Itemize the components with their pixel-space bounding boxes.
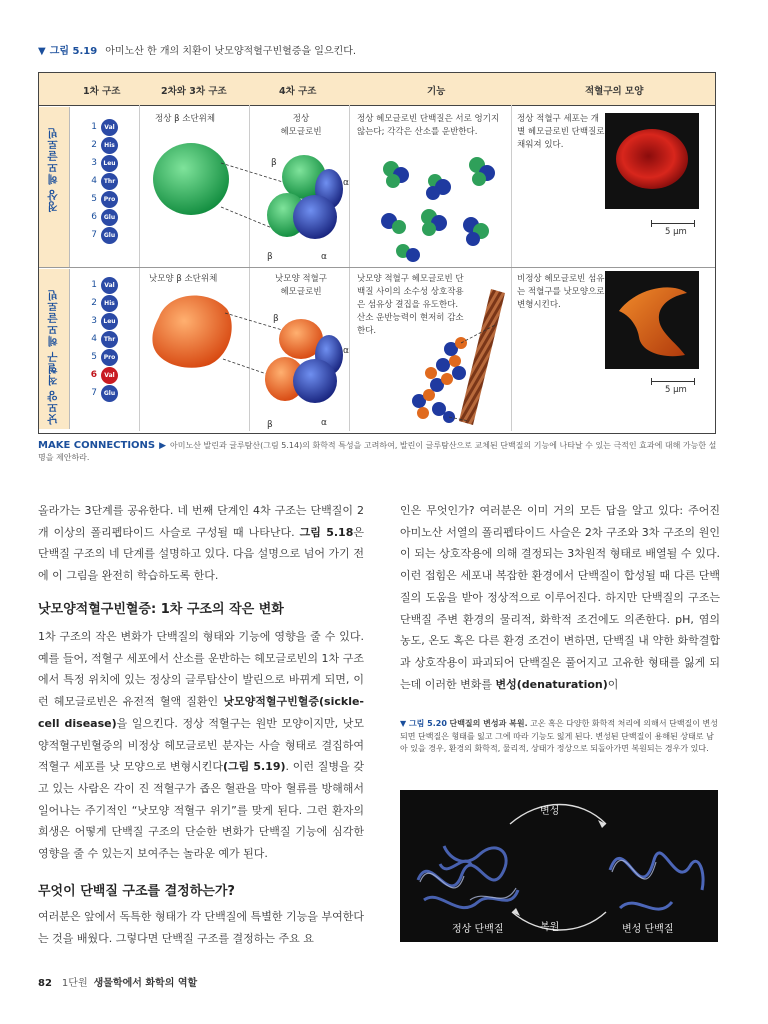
normal-red-blood-cell-image [605, 113, 699, 209]
figure-5-19-title: ▼ 그림 5.19 아미노산 한 개의 치환이 낫모양적혈구빈혈증을 일으킨다. [38, 46, 357, 57]
alpha-label: α [343, 178, 349, 188]
row-label-sickle: 낫모양 적혈구 헤모글로빈 [39, 269, 70, 429]
left-paragraph-3: 여러분은 앞에서 독특한 형태가 각 단백질에 특별한 기능을 부여한다는 것을 배웠다. 그렇다면 단백질 구조를 결정하는 주요 요 [38, 910, 364, 945]
separate-hemoglobin-illustration [359, 147, 509, 265]
page-number: 82 [38, 978, 52, 989]
normal-cell-text: 정상 적혈구 세포는 개별 헤모글로빈 단백질로 채워져 있다. [517, 114, 605, 150]
row-label-normal: 정상 헤모글로빈 [39, 107, 70, 267]
amino-acid: 1 Val [87, 277, 135, 295]
header-function: 기능 [427, 86, 446, 97]
normal-protein-illustration [139, 107, 349, 267]
right-paragraph-1: 인은 무엇인가? 여러분은 이미 거의 모든 답을 알고 있다: 주어진 아미노산 서열의 폴리펩타이드 사슬은 2차 구조와 3차 구조의 원인이 되는 상호작용에 의해 결정되는 3차원적 형태로 배열될 수 있다. 이런 접힘은 세포내 복잡한 환경에서 단백질이 합성될 때 다른 단백질의 도움을 받아 정상적으로 이루어진다. 하지만 단백질의 구조는 단백질 주변 환경의 물리적, 화학적 조건에도 의존한다. pH, 염의 농도, 온도 혹은 다른 환경 조건이 변하면, 단백질 내 약한 화학결합과 상호작용이 파괴되어 단백질은 풀어지고 고유한 형태를 잃게 되는데 이러한 변화를 변성(denaturation)이 [400, 504, 720, 691]
triangle-marker-icon: ▶ [159, 441, 167, 451]
beta-label: β [267, 420, 273, 430]
beta-label: β [267, 252, 273, 262]
normal-protein-label: 정상 단백질 [452, 924, 504, 935]
amino-acid: 5 Pro [87, 191, 135, 209]
alpha-label: α [321, 252, 327, 262]
make-connections: MAKE CONNECTIONS ▶ 아미노산 발린과 글루탐산(그림 5.14)의 화학적 특성을 고려하여, 발린이 글루탐산으로 교체된 단백질의 기능에 나타날 수 있는 극적인 효과에 대해 가능한 설명을 제안하라. [38, 440, 717, 462]
sickle-beta-subunit-label: 낫모양 β 소단위체 [149, 274, 218, 284]
header-secondary-tertiary: 2차와 3차 구조 [161, 86, 227, 97]
heading-what-determines: 무엇이 단백질 구조를 결정하는가? [38, 884, 235, 899]
left-paragraph-1: 올라가는 3단계를 공유한다. 네 번째 단계인 4차 구조는 단백질이 2개 이상의 폴리펩타이드 사슬로 구성될 때 나타난다. 그림 5.18은 단백질 구조의 네 단계를 설명하고 있다. 다음 설명으로 넘어 가기 전에 이 그림을 완전히 학습하도록 한다. [38, 504, 364, 583]
renature-label: 복원 [540, 922, 560, 933]
sickle-red-blood-cell-image [605, 271, 699, 369]
sickle-amino-chain [87, 277, 135, 403]
amino-acid: 3 Leu [87, 313, 135, 331]
amino-acid: 2 His [87, 295, 135, 313]
alpha-label: α [321, 418, 327, 428]
amino-acid: 2 His [87, 137, 135, 155]
sickle-cell-text: 비정상 헤모글로빈 섬유는 적혈구를 낫모양으로 변형시킨다. [517, 274, 605, 310]
amino-acid: 4 Thr [87, 173, 135, 191]
header-cell-shape: 적혈구의 모양 [585, 86, 644, 97]
denaturation-illustration [400, 790, 718, 942]
figure-header-row [39, 73, 715, 106]
page-footer: 82 1단원 생물학에서 화학의 역할 [38, 978, 198, 989]
hemoglobin-fiber-illustration [399, 285, 511, 431]
sickle-hemoglobin-label: 낫모양 적혈구 헤모글로빈 [275, 274, 327, 297]
figure-5-20-image [400, 790, 718, 942]
left-paragraph-2: 1차 구조의 작은 변화가 단백질의 형태와 기능에 영향을 줄 수 있다. 예를 들어, 적혈구 세포에서 산소를 운반하는 헤모글로빈의 1차 구조에서 특정 위치에 있는 정상의 글루탐산이 발린으로 바뀌게 되면, 이런 헤모글로빈은 유전적 혈액 질환인 낫모양적혈구빈혈증(sickle-cell disease)을 일으킨다. 정상 적혈구는 원반 모양이지만, 낫모양적혈구빈혈증의 비정상 헤모글로빈 분자는 사슬 형태로 결집하여 적혈구 세포를 낫 모양으로 변형시킨다(그림 5.19). 이런 질병을 갖고 있는 사람은 각이 진 적혈구가 좁은 혈관을 막아 혈류를 방해해서 일어나는 주기적인 “낫모양 적혈구 위기”를 맞게 된다. 그런 환자의 희생은 어떻게 단백질 구조의 단순한 변화가 단백질 기능에 심각한 영향을 줄 수 있는지 보여주는 놀라운 예가 된다. [38, 630, 364, 861]
normal-function-text: 정상 헤모글로빈 단백질은 서로 엉기지 않는다; 각각은 산소를 운반한다. [357, 114, 500, 137]
figure-5-19: 1차 구조 2차와 3차 구조 4차 구조 기능 적혈구의 모양 정상 헤모글로빈 낫모양 적혈구 헤모글로빈 1 Val 2 His 3 Leu 4 Thr 5 Pro 6 Glu 7 Glu 1 Val 2 His 3 Leu 4 Thr 5 Pro 6 Val 7 Glu 정상 β 소단위체 낫모양 β 소단위체 정상 헤모글로빈 낫모양 적혈구 헤모글로빈 β α β α β α β α 정상 헤모글로빈 단백질은 서로 엉기지 않는다; 각각은 산소를 운반한다. 낫모양 적혈구 헤모글로빈 단백질 사이의 소수성 상호작용은 섬유상 결집을 유도한다. 산소 운반능력이 현저히 감소한다. 정상 적혈구 세포는 개별 헤모글로빈 단백질로 채워져 있다. 비정상 헤모글로빈 섬유는 적혈구를 낫모양으로 변형시킨다. 5 μm 5 μm [38, 72, 716, 434]
beta-label: β [273, 314, 279, 324]
normal-amino-chain [87, 119, 135, 245]
heading-sickle-cell: 낫모양적혈구빈혈증: 1차 구조의 작은 변화 [38, 602, 284, 617]
amino-acid: 6 Glu [87, 209, 135, 227]
figure-5-20-caption: ▼ 그림 5.20 단백질의 변성과 복원. 고온 혹은 다양한 화학적 처리에 의해서 단백질이 변성되면 단백질은 형태를 잃고 그에 따라 기능도 잃게 된다. 변성된 단백질이 용해된 상태로 남아 있을 경우, 환경의 화학적, 물리적, 상태가 정상으로 되돌아가면 복원되는 경우가 있다. [400, 719, 718, 753]
normal-hemoglobin-label: 정상 헤모글로빈 [280, 114, 322, 137]
amino-acid: 1 Val [87, 119, 135, 137]
denatured-protein-label: 변성 단백질 [622, 924, 674, 935]
header-quaternary: 4차 구조 [279, 86, 317, 97]
amino-acid: 5 Pro [87, 349, 135, 367]
triangle-marker-icon: ▼ [38, 46, 46, 57]
denature-label: 변성 [540, 806, 560, 817]
beta-label: β [271, 158, 277, 168]
amino-acid: 7 Glu [87, 385, 135, 403]
amino-acid: 3 Leu [87, 155, 135, 173]
normal-beta-subunit-label: 정상 β 소단위체 [155, 114, 216, 124]
amino-acid: 4 Thr [87, 331, 135, 349]
amino-acid-mutated: 6 Val [87, 367, 135, 385]
amino-acid: 7 Glu [87, 227, 135, 245]
triangle-marker-icon: ▼ [400, 719, 409, 728]
sickle-protein-illustration [139, 269, 349, 431]
alpha-label: α [343, 346, 349, 356]
header-primary: 1차 구조 [83, 86, 121, 97]
sickle-function-text: 낫모양 적혈구 헤모글로빈 단백질 사이의 소수성 상호작용은 섬유상 결집을 유도한다. 산소 운반능력이 현저히 감소한다. [357, 274, 464, 336]
